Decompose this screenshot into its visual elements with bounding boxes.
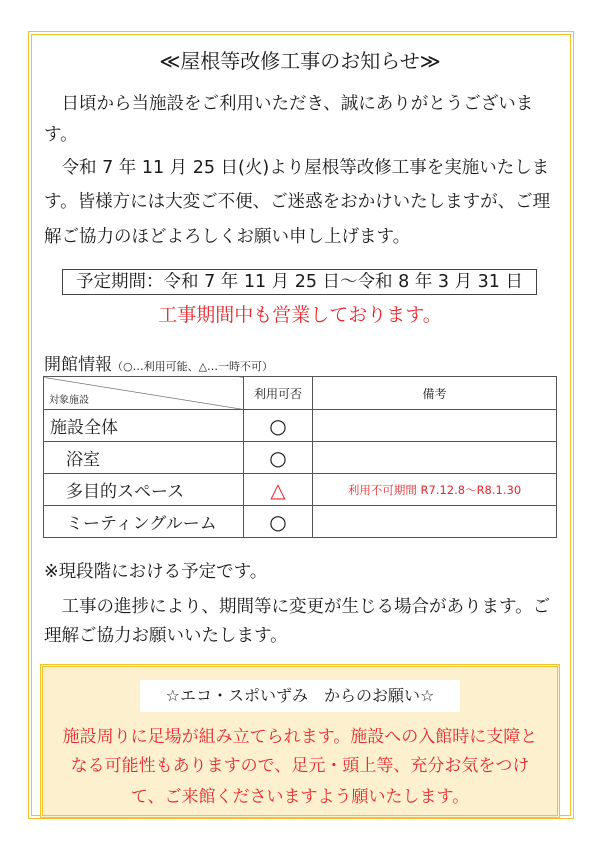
page-title: ≪屋根等改修工事のお知らせ≫: [159, 49, 441, 73]
intro-line: 日頃から当施設をご利用いただき、誠にありがとうございま: [44, 94, 534, 114]
notice-line: す。皆様方には大変ご不便、ご迷惑をおかけいたしますが、ご理: [44, 192, 551, 212]
request-title: ☆エコ・スポいずみ からのお願い☆: [140, 680, 460, 712]
table-row: [44, 474, 557, 506]
request-line: 施設周りに足場が組み立てられます。施設への入館時に支障と: [62, 727, 538, 747]
request-line: なる可能性もありますので、足元・頭上等、充分お気をつけ: [70, 756, 530, 776]
facility-name: ミーティングルーム: [44, 506, 244, 538]
table-row: [44, 442, 557, 474]
change-line: 理解ご協力お願いいたします。: [44, 626, 288, 646]
table-row: [44, 506, 557, 538]
header-availability: 利用可否: [244, 377, 313, 410]
request-line: て、ご来館くださいますよう願いたします。: [130, 787, 470, 807]
section-heading: [44, 350, 273, 375]
availability-mark: ○: [244, 410, 313, 442]
open-notice: 工事期間中も営業しております。: [158, 304, 442, 326]
facility-name: 施設全体: [44, 410, 244, 442]
remarks: [313, 506, 557, 538]
header-facility: [44, 377, 244, 410]
remarks: 利用不可期間 R7.12.8～R8.1.30: [313, 474, 557, 506]
availability-mark: ○: [244, 506, 313, 538]
section-title: 開館情報: [44, 355, 112, 375]
notice-line: 解ご協力のほどよろしくお願い申し上げます。: [44, 227, 411, 247]
availability-mark: ○: [244, 442, 313, 474]
notice-line: 令和 7 年 11 月 25 日(火)より屋根等改修工事を実施いたしま: [44, 158, 550, 178]
availability-mark: △: [244, 474, 313, 506]
table-row: [44, 410, 557, 442]
facility-table: [43, 376, 557, 538]
intro-line: す。: [44, 125, 78, 145]
scheduled-period: 予定期間：令和 7 年 11 月 25 日～令和 8 年 3 月 31 日: [62, 269, 537, 295]
remarks: [313, 410, 557, 442]
footnote: ※現段階における予定です。: [44, 562, 268, 582]
change-line: 工事の進捗により、期間等に変更が生じる場合があります。ご: [44, 597, 551, 617]
facility-name: 多目的スペース: [44, 474, 244, 506]
section-legend: （○…利用可能、△…一時不可）: [112, 360, 274, 373]
header-remarks: 備考: [313, 377, 557, 410]
remarks: [313, 442, 557, 474]
table-header-row: [44, 377, 557, 410]
header-facility-label: 対象施設: [49, 395, 89, 406]
facility-name: 浴室: [44, 442, 244, 474]
